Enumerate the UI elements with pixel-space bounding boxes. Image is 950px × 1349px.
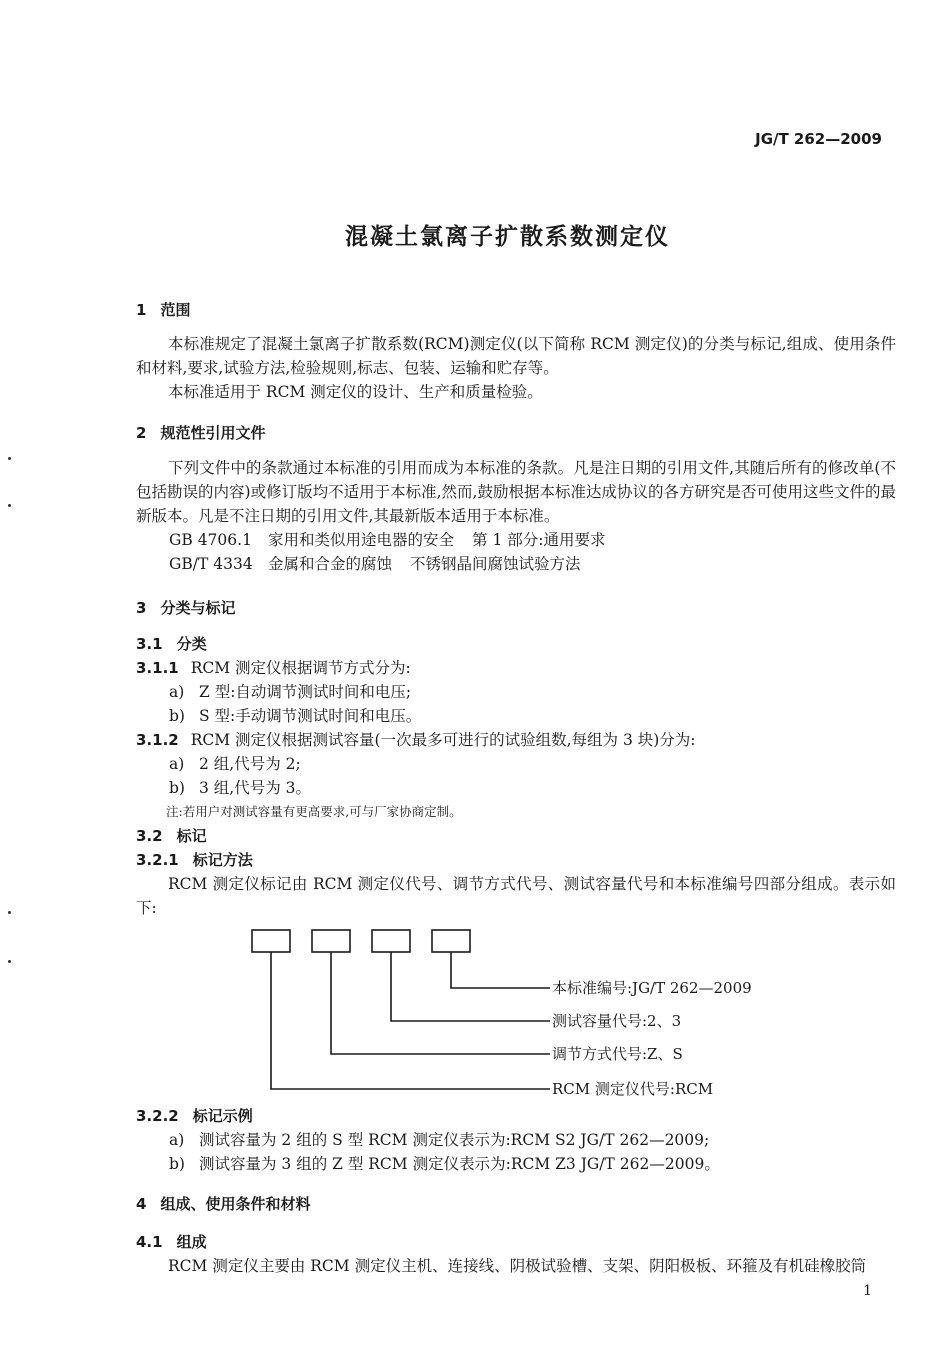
- scan-speck: [8, 911, 11, 914]
- box-rcm: [252, 930, 290, 952]
- box-standard: [432, 930, 470, 952]
- list-item: b) 测试容量为 3 组的 Z 型 RCM 测定仪表示为:RCM Z3 JG/T 262—2009。: [169, 1155, 720, 1173]
- box-adjust: [312, 930, 350, 952]
- diagram-label: 调节方式代号:Z、S: [552, 1045, 683, 1063]
- subsection-heading: 3.2 标记: [136, 827, 207, 845]
- section-4: [136, 1192, 896, 1216]
- section-heading: 3 分类与标记: [136, 599, 236, 617]
- note: 注:若用户对测试容量有更高要求,可与厂家协商定制。: [166, 804, 462, 819]
- diagram-label: 测试容量代号:2、3: [552, 1012, 682, 1030]
- paragraph: 本标准适用于 RCM 测定仪的设计、生产和质量检验。: [168, 383, 543, 401]
- list-item: b) 3 组,代号为 3。: [169, 779, 312, 797]
- reference-item: GB 4706.1 家用和类似用途电器的安全 第 1 部分:通用要求: [169, 531, 606, 549]
- clause-3-1-2: 3.1.2 RCM 测定仪根据测试容量(一次最多可进行的试验组数,每组为 3 块)分为:: [136, 731, 696, 749]
- diagram-label: RCM 测定仪代号:RCM: [552, 1080, 714, 1098]
- section-4-body: [136, 1230, 896, 1278]
- subsection-heading: 3.2.2 标记示例: [136, 1107, 253, 1125]
- subsection-heading: 3.2.1 标记方法: [136, 851, 253, 869]
- scan-speck: [8, 504, 11, 507]
- list-item: b) S 型:手动调节测试时间和电压。: [169, 707, 422, 725]
- leader-line: [451, 952, 550, 988]
- document-title: 混凝土氯离子扩散系数测定仪: [345, 223, 670, 250]
- section-heading: 1 范围: [136, 301, 191, 319]
- diagram-label: 本标准编号:JG/T 262—2009: [552, 979, 752, 997]
- subsection-heading: 3.1 分类: [136, 635, 207, 653]
- paragraph: RCM 测定仪主要由 RCM 测定仪主机、连接线、阴极试验槽、支架、阴阳极板、环箍及有机硅橡胶筒: [168, 1257, 867, 1275]
- list-item: a) 2 组,代号为 2;: [169, 755, 301, 773]
- paragraph: 本标准规定了混凝土氯离子扩散系数(RCM)测定仪(以下简称 RCM 测定仪)的分类与标记,组成、使用条件和材料,要求,试验方法,检验规则,标志、包装、运输和贮存等。: [136, 335, 896, 377]
- scan-speck: [8, 457, 11, 460]
- list-item: a) Z 型:自动调节测试时间和电压;: [169, 683, 412, 701]
- reference-item: GB/T 4334 金属和合金的腐蚀 不锈钢晶间腐蚀试验方法: [169, 555, 581, 573]
- section-heading: 2 规范性引用文件: [136, 424, 266, 442]
- list-item: a) 测试容量为 2 组的 S 型 RCM 测定仪表示为:RCM S2 JG/T 262—2009;: [169, 1131, 710, 1149]
- subsection-heading: 4.1 组成: [136, 1233, 207, 1251]
- scan-speck: [8, 960, 11, 963]
- leader-line: [391, 952, 550, 1021]
- standard-number: JG/T 262—2009: [755, 130, 882, 148]
- section-heading: 4 组成、使用条件和材料: [136, 1195, 311, 1213]
- clause-3-2-2: [136, 1104, 896, 1176]
- paragraph: RCM 测定仪标记由 RCM 测定仪代号、调节方式代号、测试容量代号和本标准编号四部分组成。表示如下:: [136, 875, 896, 917]
- box-capacity: [372, 930, 410, 952]
- clause-3-1-1: 3.1.1 RCM 测定仪根据调节方式分为:: [136, 659, 411, 677]
- leader-line: [331, 952, 550, 1054]
- page-number: 1: [863, 1283, 872, 1299]
- paragraph: 下列文件中的条款通过本标准的引用而成为本标准的条款。凡是注日期的引用文件,其随后所有的修改单(不包括勘误的内容)或修订版均不适用于本标准,然而,鼓励根据本标准达成协议的各方研究是否可使用这些文件的最新版本。凡是不注日期的引用文件,其最新版本适用于本标准。: [136, 459, 896, 525]
